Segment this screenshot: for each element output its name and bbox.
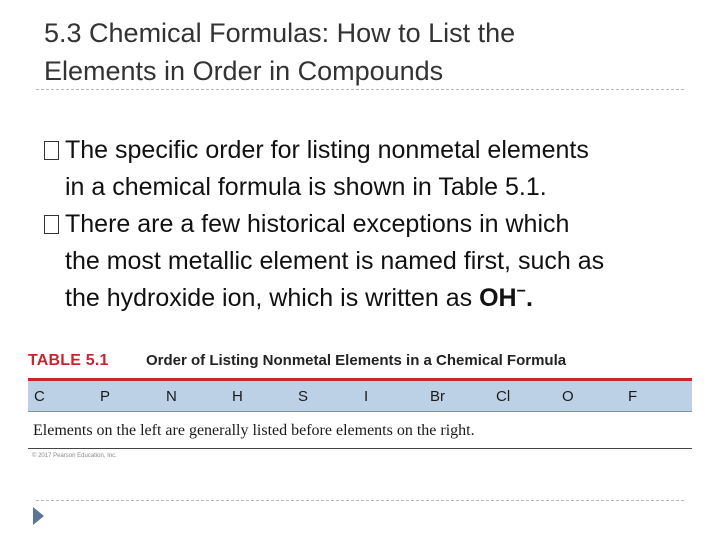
- bullet-2-line-3: [65, 280, 716, 320]
- element-cell: H: [232, 387, 243, 405]
- bullet-item-2: [44, 206, 716, 320]
- table-bottom-rule: [28, 448, 692, 449]
- hollow-square-bullet-icon: [44, 215, 59, 234]
- element-cell: F: [628, 387, 638, 405]
- element-cell: O: [562, 387, 574, 405]
- element-cell: Cl: [496, 387, 511, 405]
- bullet-2-line-1: There are a few historical exceptions in which: [65, 210, 570, 238]
- element-cell: S: [298, 387, 309, 405]
- bullet-2-line-3-text: the hydroxide ion, which is written as: [65, 284, 480, 312]
- table-label: TABLE 5.1: [28, 352, 109, 369]
- element-cell: C: [34, 387, 45, 405]
- slide-title-line-1: 5.3 Chemical Formulas: How to List the: [44, 18, 516, 48]
- bullet-1-line-1: The specific order for listing nonmetal elements: [65, 136, 589, 164]
- element-cell: P: [100, 387, 111, 405]
- element-cell: Br: [430, 387, 445, 405]
- table-header: [28, 352, 692, 378]
- play-arrow-icon[interactable]: [33, 507, 44, 525]
- copyright-credit: © 2017 Pearson Education, Inc.: [32, 453, 117, 459]
- table-caption: Order of Listing Nonmetal Elements in a Chemical Formula: [146, 352, 567, 369]
- slide-title-line-2: Elements in Order in Compounds: [44, 56, 444, 86]
- title-divider: [36, 89, 684, 90]
- table-5-1-figure: [28, 352, 692, 459]
- element-order-row: [28, 381, 692, 412]
- hydroxide-charge: −: [516, 283, 526, 300]
- hydroxide-formula: OH: [479, 284, 517, 312]
- element-cell: I: [364, 387, 369, 405]
- bullet-2-line-2: the most metallic element is named first, such as: [65, 247, 605, 275]
- element-cell: N: [166, 387, 177, 405]
- footer-divider: [36, 500, 684, 501]
- bullet-2-period: .: [525, 284, 533, 312]
- bullet-list: [44, 132, 716, 320]
- slide-title: [44, 14, 684, 90]
- table-note: Elements on the left are generally listed before elements on the right.: [33, 422, 475, 439]
- hollow-square-bullet-icon: [44, 141, 59, 160]
- bullet-1-line-2: in a chemical formula is shown in Table 5.1.: [65, 173, 547, 201]
- bullet-item-1: [44, 132, 716, 206]
